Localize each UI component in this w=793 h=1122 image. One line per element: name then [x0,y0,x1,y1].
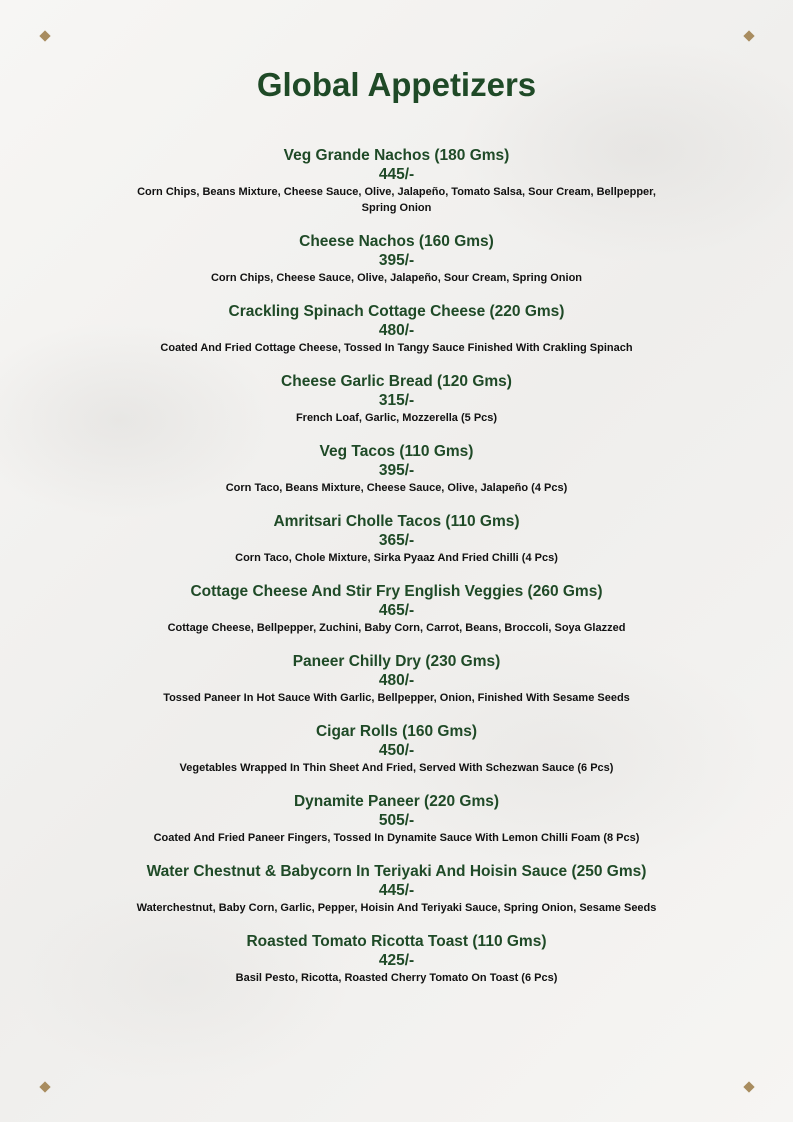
item-name: Amritsari Cholle Tacos (110 Gms) [273,513,520,530]
diamond-ornament-icon [743,30,754,41]
item-name: Veg Tacos (110 Gms) [319,443,474,460]
menu-item [0,722,793,776]
menu-item [0,442,793,496]
item-description: Coated And Fried Cottage Cheese, Tossed In Tangy Sauce Finished With Crakling Spinach [160,342,633,354]
item-description: Coated And Fried Paneer Fingers, Tossed In Dynamite Sauce With Lemon Chilli Foam (8 Pcs) [153,832,640,844]
page-title: Global Appetizers [256,66,537,103]
item-price: 445/- [378,166,415,183]
item-name: Cigar Rolls (160 Gms) [315,723,478,740]
item-name: Crackling Spinach Cottage Cheese (220 Gms) [228,303,565,320]
item-name: Veg Grande Nachos (180 Gms) [283,147,510,164]
item-description: Corn Chips, Cheese Sauce, Olive, Jalapeño, Sour Cream, Spring Onion [210,272,583,284]
item-price: 395/- [378,462,415,479]
diamond-ornament-icon [39,30,50,41]
item-price: 395/- [378,252,415,269]
item-price: 315/- [378,392,415,409]
menu-list [0,146,793,1002]
menu-item [0,232,793,286]
item-description: Waterchestnut, Baby Corn, Garlic, Pepper, Hoisin And Teriyaki Sauce, Spring Onion, Sesame Seeds [136,902,657,914]
item-price: 505/- [378,812,415,829]
item-description: Corn Chips, Beans Mixture, Cheese Sauce, Olive, Jalapeño, Tomato Salsa, Sour Cream, Bellpepper, Spring Onion [137,186,656,214]
item-price: 445/- [378,882,415,899]
item-price: 365/- [378,532,415,549]
item-name: Cheese Garlic Bread (120 Gms) [281,373,512,390]
menu-item [0,146,793,216]
item-price: 480/- [378,322,415,339]
item-description: Cottage Cheese, Bellpepper, Zuchini, Baby Corn, Carrot, Beans, Broccoli, Soya Glazzed [167,622,626,634]
item-description: French Loaf, Garlic, Mozzerella (5 Pcs) [295,412,498,424]
item-description: Basil Pesto, Ricotta, Roasted Cherry Tomato On Toast (6 Pcs) [235,972,558,984]
item-price: 425/- [378,952,415,969]
item-name: Cheese Nachos (160 Gms) [299,233,494,250]
menu-item [0,372,793,426]
diamond-ornament-icon [743,1081,754,1092]
item-name: Roasted Tomato Ricotta Toast (110 Gms) [246,933,547,950]
item-price: 480/- [378,672,415,689]
item-description: Vegetables Wrapped In Thin Sheet And Fried, Served With Schezwan Sauce (6 Pcs) [179,762,614,774]
item-name: Cottage Cheese And Stir Fry English Veggies (260 Gms) [190,583,603,600]
diamond-ornament-icon [39,1081,50,1092]
item-description: Corn Taco, Beans Mixture, Cheese Sauce, Olive, Jalapeño (4 Pcs) [225,482,568,494]
item-name: Dynamite Paneer (220 Gms) [293,793,500,810]
item-name: Water Chestnut & Babycorn In Teriyaki And Hoisin Sauce (250 Gms) [146,863,647,880]
menu-item [0,582,793,636]
item-description: Corn Taco, Chole Mixture, Sirka Pyaaz And Fried Chilli (4 Pcs) [235,552,558,564]
menu-item [0,792,793,846]
item-description: Tossed Paneer In Hot Sauce With Garlic, Bellpepper, Onion, Finished With Sesame Seeds [163,692,630,704]
item-price: 465/- [378,602,415,619]
item-price: 450/- [378,742,415,759]
menu-item [0,932,793,986]
item-name: Paneer Chilly Dry (230 Gms) [292,653,501,670]
menu-item [0,652,793,706]
menu-item [0,302,793,356]
menu-item [0,862,793,916]
menu-item [0,512,793,566]
